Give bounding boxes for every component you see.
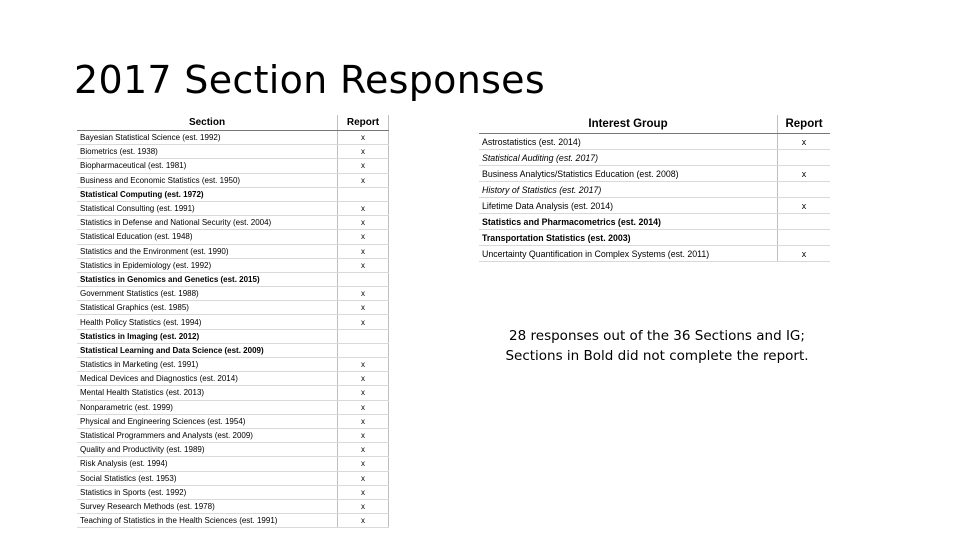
row-report-cell (338, 187, 389, 201)
table-row (77, 499, 389, 513)
report-column-header: Report (778, 115, 831, 134)
row-name-cell: Social Statistics (est. 1953) (77, 471, 338, 485)
row-name-cell: Transportation Statistics (est. 2003) (479, 230, 778, 246)
row-name-cell: Statistical Education (est. 1948) (77, 230, 338, 244)
row-name-cell: Statistics in Marketing (est. 1991) (77, 358, 338, 372)
table-row (77, 457, 389, 471)
section-column-header: Section (77, 115, 338, 131)
table-row (77, 443, 389, 457)
note-text (478, 326, 836, 366)
row-report-cell: x (338, 173, 389, 187)
row-name-cell: Statistics in Epidemiology (est. 1992) (77, 258, 338, 272)
row-report-cell: x (778, 198, 831, 214)
row-name-cell: Statistical Consulting (est. 1991) (77, 201, 338, 215)
row-report-cell: x (338, 443, 389, 457)
row-name-cell: Statistical Graphics (est. 1985) (77, 301, 338, 315)
table-row (77, 230, 389, 244)
row-report-cell: x (338, 301, 389, 315)
row-report-cell: x (338, 372, 389, 386)
table-row (77, 145, 389, 159)
table-row (77, 272, 389, 286)
row-report-cell: x (338, 358, 389, 372)
row-name-cell: Lifetime Data Analysis (est. 2014) (479, 198, 778, 214)
row-name-cell: Statistical Computing (est. 1972) (77, 187, 338, 201)
table-row (77, 301, 389, 315)
row-report-cell: x (338, 315, 389, 329)
row-name-cell: Biopharmaceutical (est. 1981) (77, 159, 338, 173)
row-name-cell: Physical and Engineering Sciences (est. 1954) (77, 414, 338, 428)
row-name-cell: Business and Economic Statistics (est. 1950) (77, 173, 338, 187)
row-name-cell: Risk Analysis (est. 1994) (77, 457, 338, 471)
table-row (77, 358, 389, 372)
table-row (77, 201, 389, 215)
table-row (77, 244, 389, 258)
table-row (77, 258, 389, 272)
row-name-cell: Statistical Programmers and Analysts (est. 2009) (77, 428, 338, 442)
row-name-cell: Bayesian Statistical Science (est. 1992) (77, 131, 338, 145)
row-report-cell (778, 230, 831, 246)
table-row (77, 400, 389, 414)
row-name-cell: Statistics in Sports (est. 1992) (77, 485, 338, 499)
table-row (479, 182, 830, 198)
table-row (77, 287, 389, 301)
row-name-cell: Statistics in Genomics and Genetics (est. 2015) (77, 272, 338, 286)
row-report-cell: x (778, 134, 831, 150)
row-report-cell: x (338, 485, 389, 499)
table-row (77, 514, 389, 528)
table-row (479, 166, 830, 182)
table-row (479, 246, 830, 262)
row-name-cell: Mental Health Statistics (est. 2013) (77, 386, 338, 400)
row-name-cell: Statistics in Imaging (est. 2012) (77, 329, 338, 343)
row-report-cell: x (338, 258, 389, 272)
table-row (479, 198, 830, 214)
row-report-cell: x (338, 386, 389, 400)
row-report-cell (778, 150, 831, 166)
row-name-cell: Statistical Learning and Data Science (est. 2009) (77, 343, 338, 357)
table-row (77, 471, 389, 485)
note-line-1: 28 responses out of the 36 Sections and IG; (509, 328, 805, 344)
table-row (77, 173, 389, 187)
section-table-header (77, 115, 389, 131)
row-report-cell (338, 343, 389, 357)
row-report-cell: x (338, 131, 389, 145)
row-name-cell: Astrostatistics (est. 2014) (479, 134, 778, 150)
table-row (77, 159, 389, 173)
row-name-cell: Statistics and the Environment (est. 1990) (77, 244, 338, 258)
row-report-cell (778, 182, 831, 198)
table-row (77, 386, 389, 400)
interest-group-table-header (479, 115, 830, 134)
row-report-cell: x (338, 414, 389, 428)
row-name-cell: Nonparametric (est. 1999) (77, 400, 338, 414)
row-name-cell: Statistical Auditing (est. 2017) (479, 150, 778, 166)
row-report-cell: x (338, 457, 389, 471)
row-name-cell: Uncertainty Quantification in Complex Systems (est. 2011) (479, 246, 778, 262)
row-name-cell: Health Policy Statistics (est. 1994) (77, 315, 338, 329)
row-report-cell: x (338, 145, 389, 159)
table-row (479, 134, 830, 150)
note-line-2: Sections in Bold did not complete the report. (505, 348, 809, 364)
row-name-cell: Quality and Productivity (est. 1989) (77, 443, 338, 457)
table-row (77, 216, 389, 230)
row-report-cell: x (338, 499, 389, 513)
row-name-cell: Survey Research Methods (est. 1978) (77, 499, 338, 513)
row-name-cell: Statistics in Defense and National Security (est. 2004) (77, 216, 338, 230)
row-name-cell: History of Statistics (est. 2017) (479, 182, 778, 198)
row-name-cell: Statistics and Pharmacometrics (est. 2014) (479, 214, 778, 230)
row-report-cell: x (338, 244, 389, 258)
report-column-header: Report (338, 115, 389, 131)
table-row (77, 131, 389, 145)
interest-group-column-header: Interest Group (479, 115, 778, 134)
section-table (77, 115, 389, 528)
table-row (77, 485, 389, 499)
row-report-cell: x (338, 514, 389, 528)
row-report-cell (338, 329, 389, 343)
table-row (77, 315, 389, 329)
table-row (479, 150, 830, 166)
row-name-cell: Government Statistics (est. 1988) (77, 287, 338, 301)
row-name-cell: Biometrics (est. 1938) (77, 145, 338, 159)
table-row (77, 187, 389, 201)
row-report-cell: x (338, 230, 389, 244)
row-report-cell: x (338, 471, 389, 485)
row-name-cell: Business Analytics/Statistics Education (est. 2008) (479, 166, 778, 182)
table-row (77, 343, 389, 357)
row-report-cell: x (338, 287, 389, 301)
row-report-cell: x (338, 201, 389, 215)
table-row (77, 414, 389, 428)
row-name-cell: Teaching of Statistics in the Health Sciences (est. 1991) (77, 514, 338, 528)
interest-group-table (479, 115, 830, 262)
table-row (479, 214, 830, 230)
row-report-cell: x (338, 159, 389, 173)
row-report-cell: x (778, 246, 831, 262)
table-row (479, 230, 830, 246)
table-row (77, 329, 389, 343)
row-report-cell: x (338, 400, 389, 414)
row-report-cell (778, 214, 831, 230)
row-report-cell: x (778, 166, 831, 182)
table-row (77, 428, 389, 442)
row-report-cell: x (338, 428, 389, 442)
row-name-cell: Medical Devices and Diagnostics (est. 2014) (77, 372, 338, 386)
slide-title: 2017 Section Responses (74, 58, 545, 102)
row-report-cell (338, 272, 389, 286)
table-row (77, 372, 389, 386)
row-report-cell: x (338, 216, 389, 230)
